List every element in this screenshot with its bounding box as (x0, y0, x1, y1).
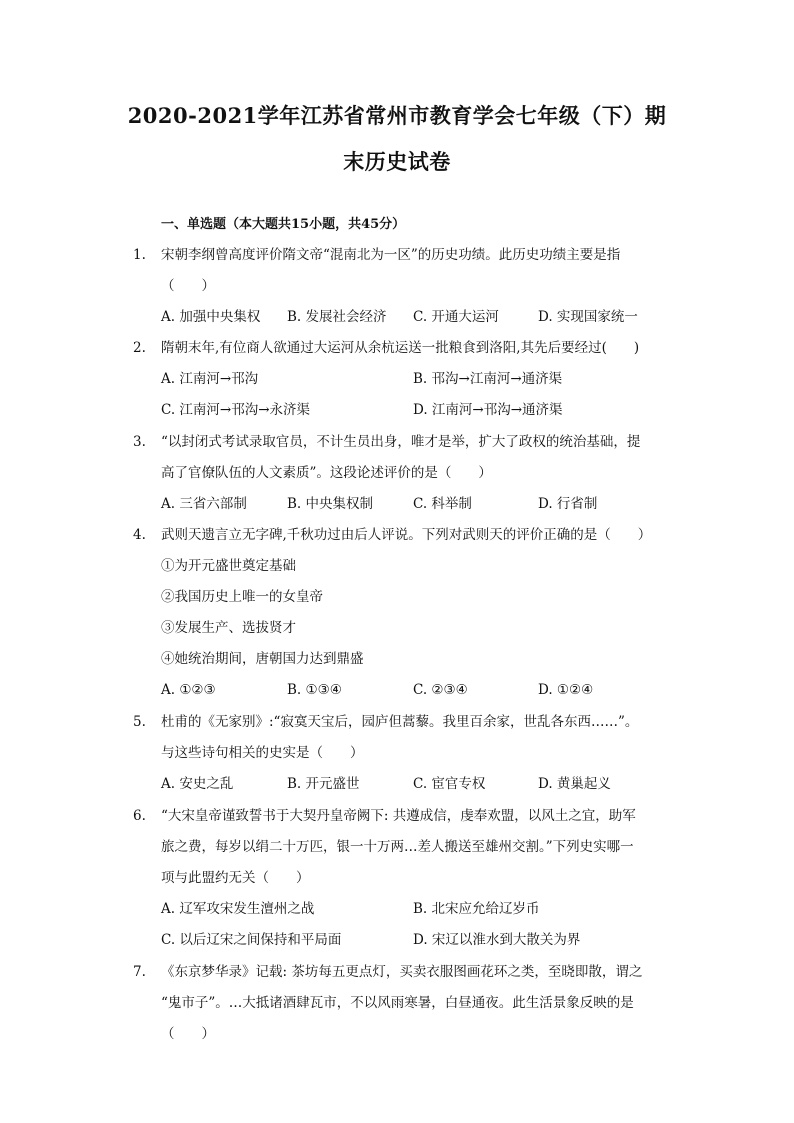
option-b: B. 邗沟→江南河→通济渠 (413, 371, 563, 387)
option-c: C. 宦官专权 (413, 776, 486, 792)
question-number: 6. (133, 808, 146, 824)
option-d: D. 行省制 (538, 496, 598, 512)
option-b: B. 发展社会经济 (287, 309, 387, 325)
question-number: 3. (133, 434, 146, 450)
question-number: 2. (133, 340, 146, 356)
question-text: 旅之费，每岁以绢二十万匹，银一十万两…差人搬送至雄州交割。”下列史实哪一 (161, 839, 634, 855)
option-d: D. 黄巢起义 (538, 776, 611, 792)
question-number: 7. (133, 964, 146, 980)
exam-title-line-2: 末历史试卷 (343, 149, 451, 174)
question-text: 《东京梦华录》记载: 茶坊每五更点灯，买卖衣服图画花环之类，至晓即散，谓之 (161, 964, 643, 980)
option-b: B. 北宋应允给辽岁币 (413, 901, 540, 917)
question-number: 1. (133, 247, 146, 263)
question-text: 高了官僚队伍的人文素质”。这段论述评价的是（ ） (161, 465, 492, 481)
question-text: 宋朝李纲曾高度评价隋文帝“混南北为一区”的历史功绩。此历史功绩主要是指 (161, 247, 621, 263)
option-a: A. 加强中央集权 (161, 309, 261, 325)
option-d: D. 实现国家统一 (538, 309, 638, 325)
option-b: B. ①③④ (287, 682, 342, 698)
question-text: 武则天遗言立无字碑,千秋功过由后人评说。下列对武则天的评价正确的是（ ） (161, 527, 652, 543)
question-text: 与这些诗句相关的史实是（ ） (161, 745, 364, 761)
option-a: A. 江南河→邗沟 (161, 371, 259, 387)
statement-4: ④她统治期间，唐朝国力达到鼎盛 (161, 651, 364, 667)
exam-title-line-1: 2020-2021学年江苏省常州市教育学会七年级（下）期 (127, 103, 667, 128)
question-number: 4. (133, 527, 146, 543)
question-number: 5. (133, 714, 146, 730)
option-d: D. 江南河→邗沟→通济渠 (413, 402, 563, 418)
option-d: D. ①②④ (538, 682, 594, 698)
statement-2: ②我国历史上唯一的女皇帝 (161, 589, 323, 605)
option-c: C. 开通大运河 (413, 309, 499, 325)
statement-1: ①为开元盛世奠定基础 (161, 558, 296, 574)
question-text: “大宋皇帝谨致誓书于大契丹皇帝阙下: 共遵成信，虔奉欢盟，以风土之宜，助军 (161, 808, 636, 824)
question-text: （ ） (161, 278, 215, 294)
option-b: B. 开元盛世 (287, 776, 360, 792)
section-heading: 一、单选题（本大题共15小题，共45分） (161, 217, 406, 232)
option-c: C. ②③④ (413, 682, 468, 698)
option-c: C. 江南河→邗沟→永济渠 (161, 402, 311, 418)
option-a: A. 辽军攻宋发生澶州之战 (161, 901, 315, 917)
question-text: “以封闭式考试录取官员，不计生员出身，唯才是举，扩大了政权的统治基础，提 (161, 434, 641, 450)
option-c: C. 以后辽宋之间保持和平局面 (161, 932, 342, 948)
option-a: A. ①②③ (161, 682, 216, 698)
question-text: 隋朝末年,有位商人欲通过大运河从余杭运送一批粮食到洛阳,其先后要经过( ) (161, 340, 640, 356)
option-a: A. 三省六部制 (161, 496, 247, 512)
option-b: B. 中央集权制 (287, 496, 374, 512)
option-a: A. 安史之乱 (161, 776, 234, 792)
question-text: “鬼市子”。…大抵诸酒肆瓦市，不以风雨寒暑，白昼通夜。此生活景象反映的是 (161, 995, 634, 1011)
question-text: （ ） (161, 1026, 215, 1042)
question-text: 项与此盟约无关（ ） (161, 870, 310, 886)
statement-3: ③发展生产、选拔贤才 (161, 620, 296, 636)
option-d: D. 宋辽以淮水到大散关为界 (413, 932, 581, 948)
option-c: C. 科举制 (413, 496, 472, 512)
question-text: 杜甫的《无家别》:“寂寞天宝后，园庐但蒿藜。我里百余家，世乱各东西……”。 (161, 714, 639, 730)
